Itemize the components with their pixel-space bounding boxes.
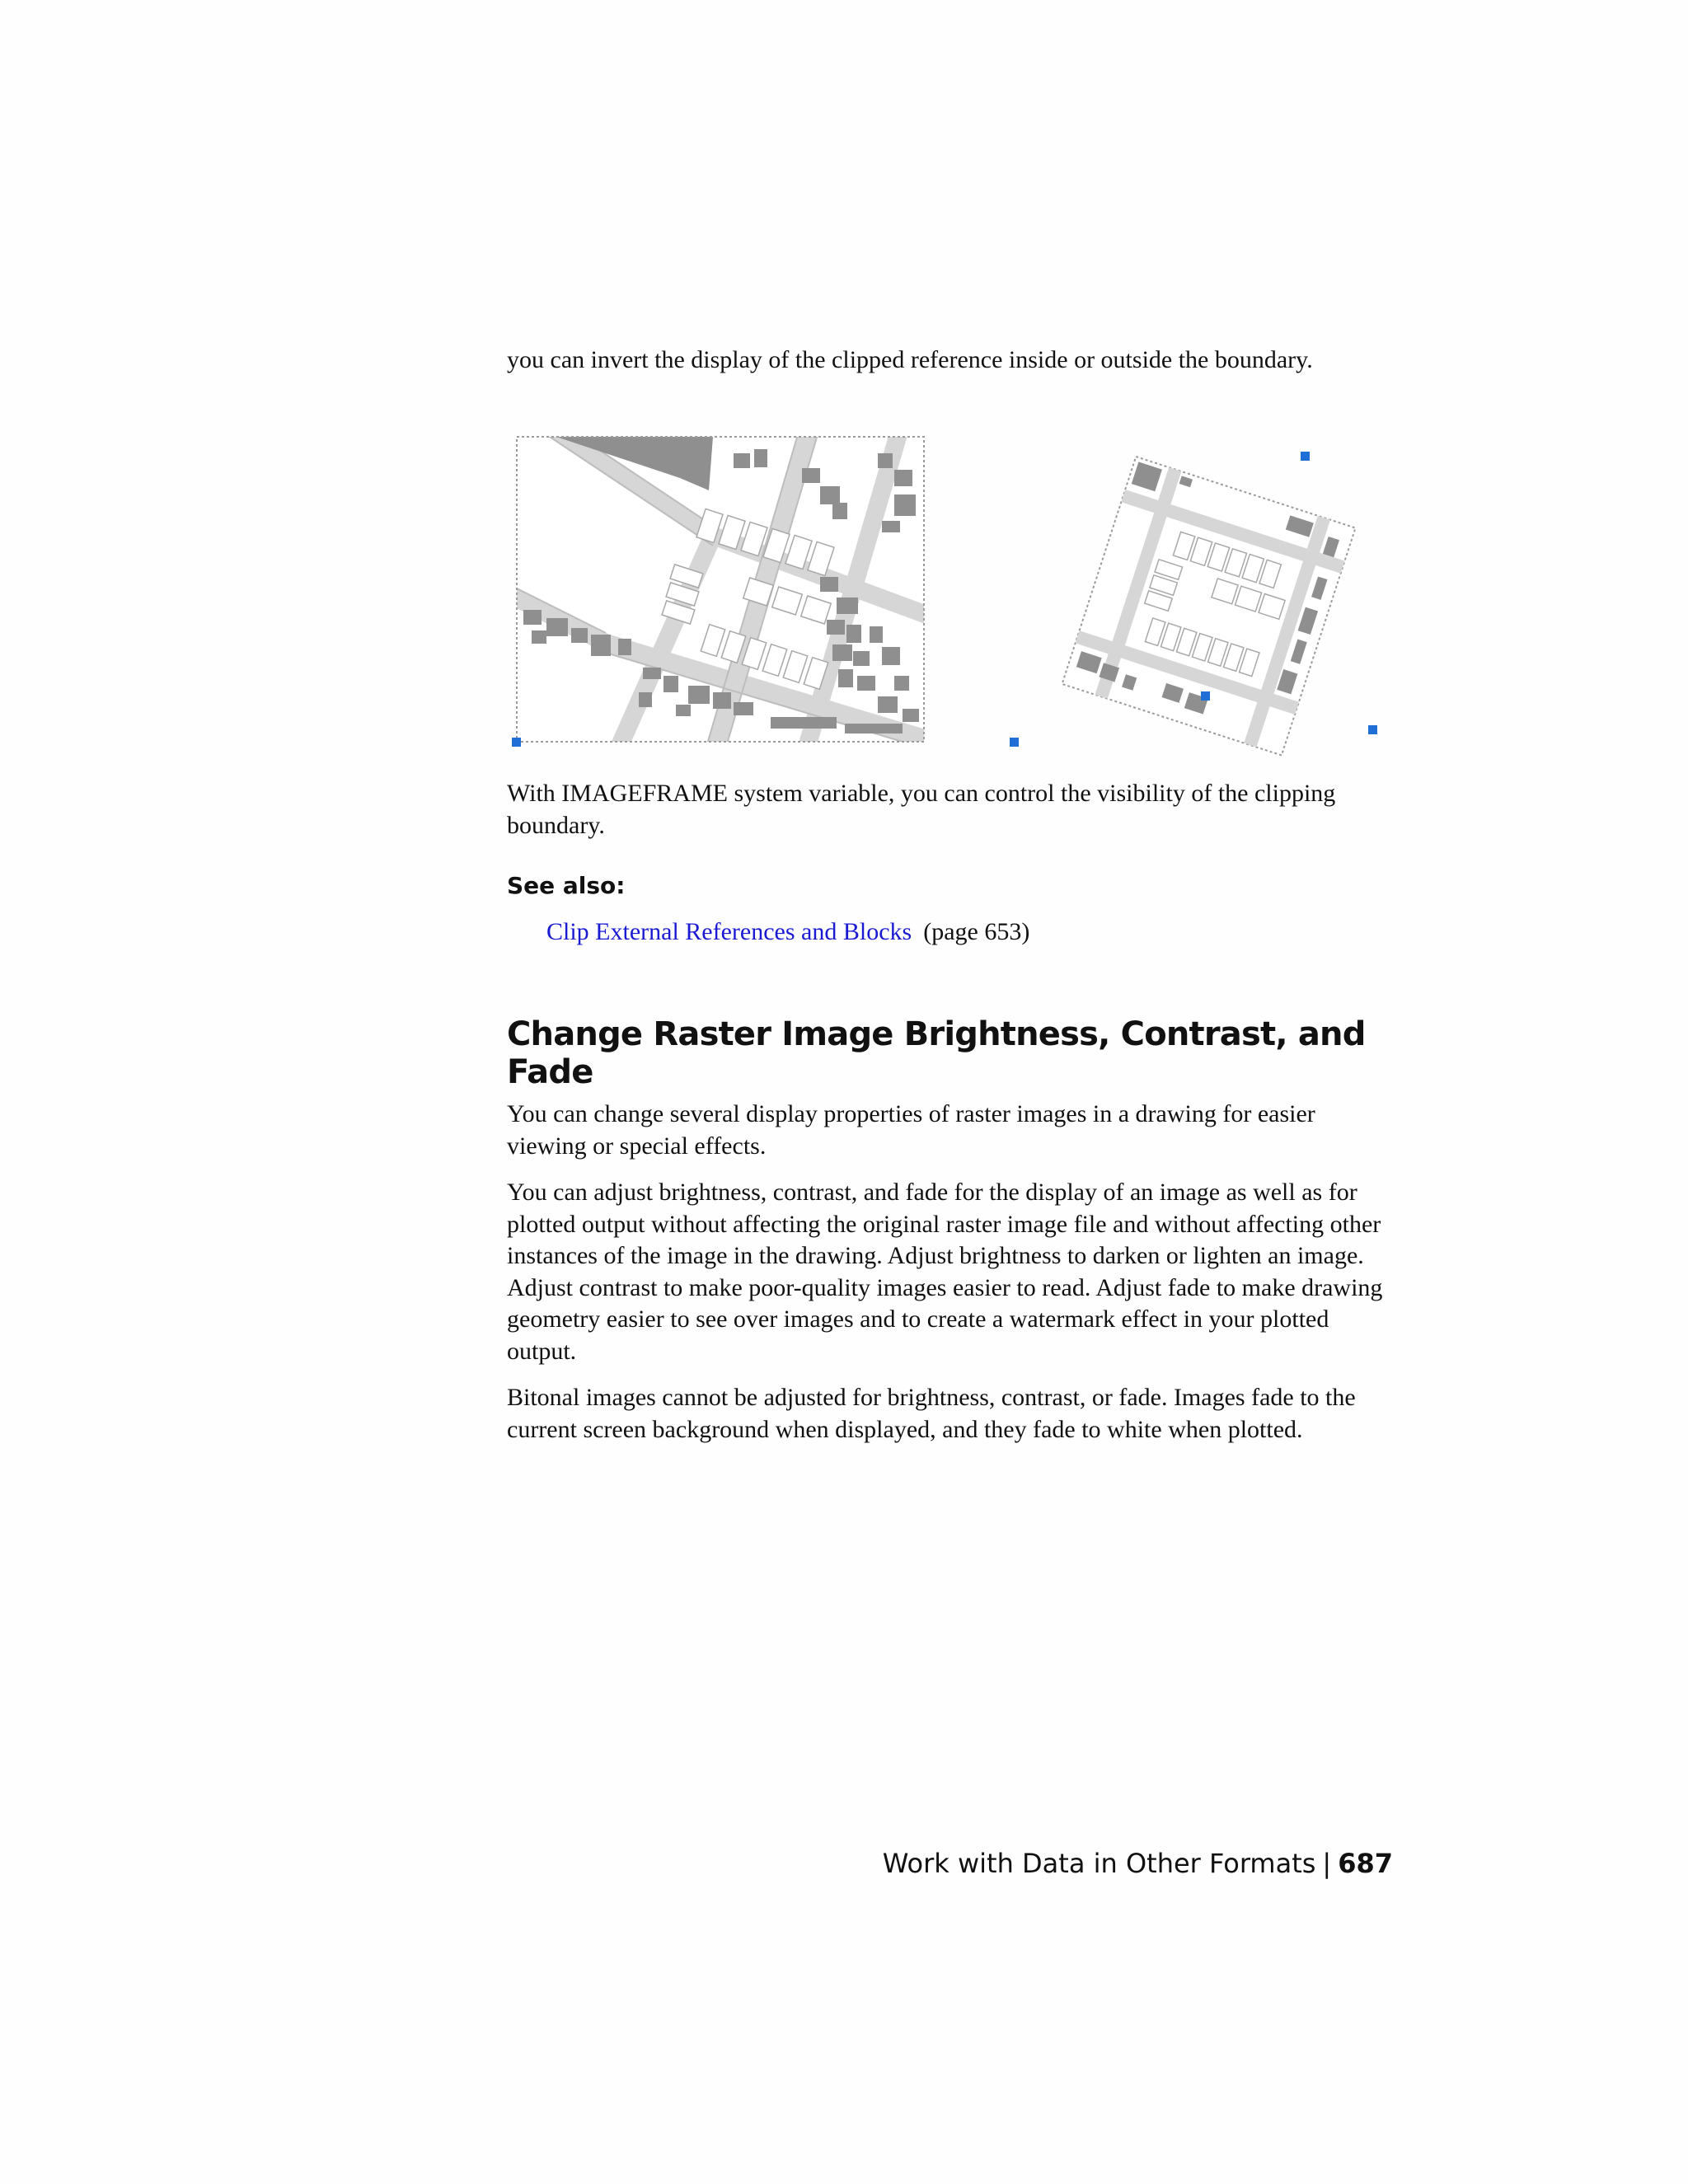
grip-rotated-corner-2[interactable] xyxy=(1368,725,1377,734)
clipping-figure-svg xyxy=(507,429,1397,758)
right-map-image xyxy=(1062,457,1356,755)
footer-separator: | xyxy=(1322,1848,1332,1879)
imageframe-paragraph: With IMAGEFRAME system variable, you can control the visibility of the clipping boundary. xyxy=(507,780,1336,839)
grip-middle-bottom[interactable] xyxy=(1010,738,1019,747)
clip-xref-link[interactable]: Clip External References and Blocks xyxy=(546,918,912,945)
left-map-image xyxy=(507,429,935,758)
grip-rotated-corner-4[interactable] xyxy=(1301,452,1310,461)
section-heading: Change Raster Image Brightness, Contrast, and Fade xyxy=(507,1015,1366,1091)
xref-page-number: (page 653) xyxy=(923,918,1030,945)
section-paragraph-1: You can change several display properties of raster images in a drawing for easier viewing or special effects. xyxy=(507,1100,1315,1160)
grip-left-bottom[interactable] xyxy=(512,738,521,747)
grip-rotated-corner-1[interactable] xyxy=(1201,691,1210,701)
footer-page-number: 687 xyxy=(1338,1848,1393,1879)
clipping-illustration xyxy=(507,429,1397,758)
see-also-label: See also: xyxy=(507,872,626,899)
footer-chapter-title: Work with Data in Other Formats xyxy=(882,1848,1316,1879)
page-footer xyxy=(883,1848,1393,1879)
section-paragraph-2: You can adjust brightness, contrast, and fade for the display of an image as well as for plotted output without affecting the original raster image file and without affecting other instances of the image in the drawing. Adjust brightness to darken or lighten an image. Adjust contrast to make poor-quality images easier to read. Adjust fade to make drawing geometry easier to see over images and to create a watermark effect in your plotted output. xyxy=(507,1179,1383,1365)
see-also-reference xyxy=(546,916,1029,948)
intro-tail-paragraph: you can invert the display of the clipped reference inside or outside the boundary. xyxy=(507,346,1313,373)
section-paragraph-3: Bitonal images cannot be adjusted for brightness, contrast, or fade. Images fade to the current screen background when displayed, and they fade to white when plotted. xyxy=(507,1384,1356,1443)
